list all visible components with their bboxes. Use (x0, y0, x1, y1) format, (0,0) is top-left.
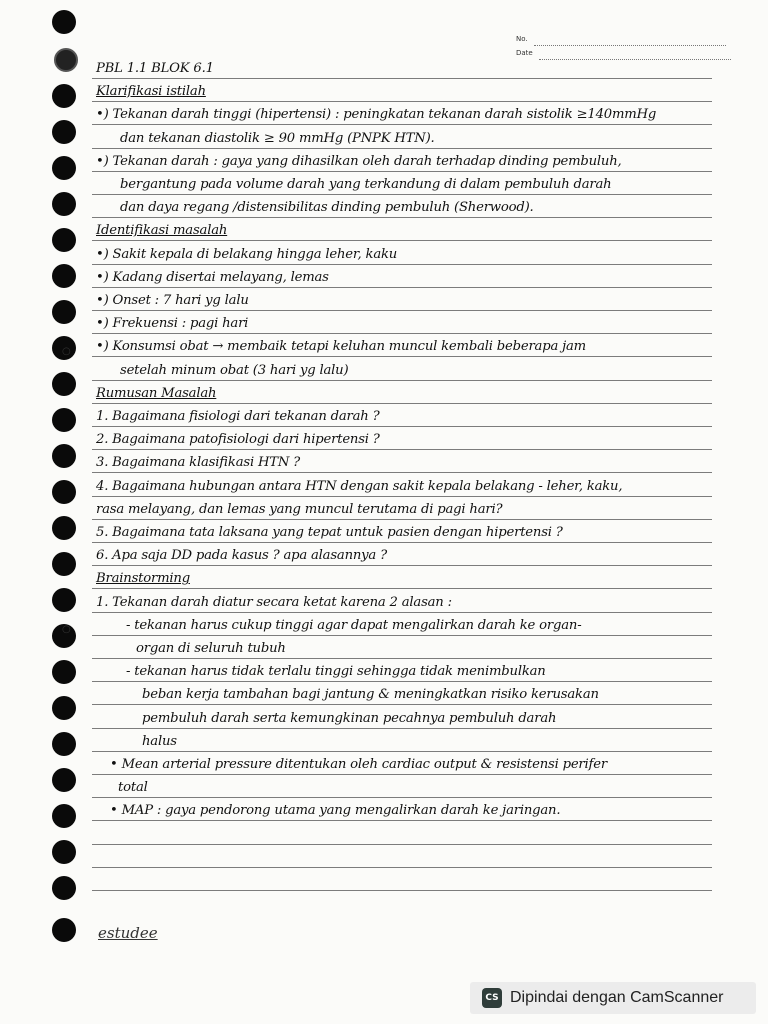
binder-hole (52, 192, 76, 216)
note-line: •) Tekanan darah : gaya yang dihasilkan oleh darah terhadap dinding pembuluh, (96, 153, 622, 169)
note-line: •) Onset : 7 hari yg lalu (96, 293, 249, 308)
margin-circle-mark: ○ (62, 624, 71, 635)
section-heading: Rumusan Masalah (96, 385, 217, 401)
note-line: • MAP : gaya pendorong utama yang mengalirkan darah ke jaringan. (110, 803, 561, 819)
ruled-line (92, 356, 712, 357)
ruled-line (92, 797, 712, 798)
note-line: beban kerja tambahan bagi jantung & meningkatkan risiko kerusakan (142, 687, 599, 703)
binder-hole (52, 408, 76, 432)
ruled-line (92, 728, 712, 729)
margin-circle-mark: ○ (62, 346, 71, 357)
page-header (516, 32, 731, 60)
note-line: rasa melayang, dan lemas yang muncul terutama di pagi hari? (96, 501, 503, 517)
binder-hole (52, 228, 76, 252)
ruled-line (92, 333, 712, 334)
ruled-line (92, 542, 712, 543)
date-label: Date (516, 49, 533, 57)
ruled-line (92, 287, 712, 288)
note-line: 3. Bagaimana klasifikasi HTN ? (96, 455, 301, 471)
ruled-line (92, 194, 712, 195)
binder-hole (52, 480, 76, 504)
ruled-line (92, 867, 712, 868)
ruled-line (92, 426, 712, 427)
note-line: - tekanan harus tidak terlalu tinggi sehingga tidak menimbulkan (126, 664, 546, 680)
ruled-line (92, 774, 712, 775)
ruled-line (92, 519, 712, 520)
note-line: setelah minum obat (3 hari yg lalu) (120, 362, 349, 378)
date-field-line (539, 59, 731, 60)
ruled-line (92, 612, 712, 613)
ruled-line (92, 403, 712, 404)
note-line: total (118, 780, 148, 796)
section-heading: Brainstorming (96, 571, 190, 587)
binder-hole (52, 444, 76, 468)
binder-hole (52, 918, 76, 942)
binder-hole (52, 660, 76, 684)
binder-hole (52, 516, 76, 540)
note-line: •) Frekuensi : pagi hari (96, 316, 249, 332)
binder-hole (52, 876, 76, 900)
binder-hole (52, 588, 76, 612)
note-line: 1. Tekanan darah diatur secara ketat karena 2 alasan : (96, 594, 452, 610)
binder-hole (52, 552, 76, 576)
ruled-line (92, 217, 712, 218)
note-line: bergantung pada volume darah yang terkandung di dalam pembuluh darah (120, 177, 612, 192)
ruled-line (92, 890, 712, 891)
binder-hole (52, 10, 76, 34)
ruled-line (92, 496, 712, 497)
binder-hole (52, 840, 76, 864)
no-label: No. (516, 35, 528, 43)
ruled-line (92, 171, 712, 172)
binder-hole (52, 300, 76, 324)
binder-hole (52, 804, 76, 828)
ruled-line (92, 704, 712, 705)
note-line: PBL 1.1 BLOK 6.1 (96, 61, 214, 76)
note-line: dan daya regang /distensibilitas dinding pembuluh (Sherwood). (120, 200, 534, 216)
binder-hole (54, 48, 78, 72)
note-line: 6. Apa saja DD pada kasus ? apa alasannya ? (96, 548, 387, 564)
binder-hole (52, 84, 76, 108)
ruled-line (92, 565, 712, 566)
note-line: organ di seluruh tubuh (136, 641, 286, 656)
ruled-line (92, 472, 712, 473)
binder-hole (52, 264, 76, 288)
section-heading: Klarifikasi istilah (96, 84, 206, 100)
note-line: •) Sakit kepala di belakang hingga leher, kaku (96, 246, 398, 262)
binder-hole (52, 696, 76, 720)
ruled-line (92, 78, 712, 79)
binder-hole (52, 156, 76, 180)
ruled-line (92, 380, 712, 381)
camscanner-watermark (470, 982, 756, 1014)
note-line: 1. Bagaimana fisiologi dari tekanan darah ? (96, 409, 380, 424)
ruled-line (92, 148, 712, 149)
ruled-line (92, 588, 712, 589)
ruled-line (92, 124, 712, 125)
note-line: - tekanan harus cukup tinggi agar dapat mengalirkan darah ke organ- (126, 617, 582, 633)
camscanner-icon: CS (482, 988, 502, 1008)
binder-hole (52, 120, 76, 144)
note-line: • Mean arterial pressure ditentukan oleh cardiac output & resistensi perifer (110, 757, 607, 772)
ruled-line (92, 658, 712, 659)
note-line: halus (142, 733, 177, 749)
binder-hole (52, 768, 76, 792)
camscanner-text: Dipindai dengan CamScanner (510, 989, 724, 1006)
ruled-line (92, 751, 712, 752)
note-line: 4. Bagaimana hubungan antara HTN dengan sakit kepala belakang - leher, kaku, (96, 478, 623, 494)
binder-hole (52, 372, 76, 396)
ruled-line (92, 240, 712, 241)
ruled-line (92, 449, 712, 450)
note-line: dan tekanan diastolik ≥ 90 mmHg (PNPK HTN). (120, 130, 435, 146)
ruled-line (92, 820, 712, 821)
section-heading: Identifikasi masalah (96, 223, 228, 239)
ruled-line (92, 264, 712, 265)
note-line: pembuluh darah serta kemungkinan pecahnya pembuluh darah (142, 710, 557, 726)
note-line: 2. Bagaimana patofisiologi dari hipertensi ? (96, 432, 380, 448)
ruled-line (92, 844, 712, 845)
binder-hole (52, 732, 76, 756)
ruled-line (92, 681, 712, 682)
ruled-line (92, 635, 712, 636)
note-line: 5. Bagaimana tata laksana yang tepat untuk pasien dengan hipertensi ? (96, 525, 563, 540)
ruled-line (92, 101, 712, 102)
note-line: •) Konsumsi obat → membaik tetapi keluhan muncul kembali beberapa jam (96, 339, 586, 355)
note-line: •) Tekanan darah tinggi (hipertensi) : peningkatan tekanan darah sistolik ≥140mmHg (96, 107, 657, 123)
note-line: •) Kadang disertai melayang, lemas (96, 269, 329, 285)
ruled-line (92, 310, 712, 311)
brand-logo: estudee (98, 924, 158, 942)
